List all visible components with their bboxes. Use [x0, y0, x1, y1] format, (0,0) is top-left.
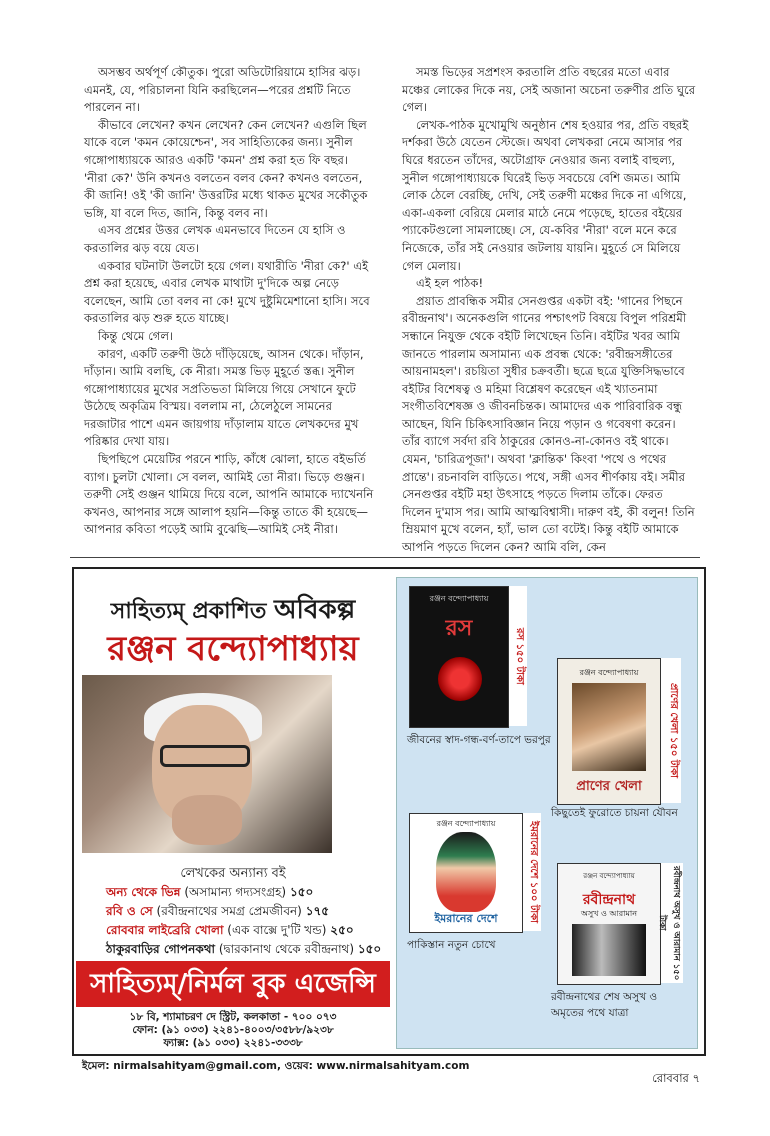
cover-author: রঞ্জন বন্দ্যোপাধ্যায়	[429, 594, 489, 603]
cover-title: প্রাণের খেলা	[576, 779, 642, 794]
author-name: রঞ্জন বন্দ্যোপাধ্যায়	[107, 629, 359, 669]
cover-caption: অমৃতের পথে যাত্রা	[551, 1007, 629, 1019]
veiled-face	[436, 832, 496, 912]
cover-title: ইমরানের দেশে	[434, 912, 498, 925]
paragraph: সমস্ত ভিড়ের সপ্রশংস করতালি প্রতি বছরের মতো এবার মঞ্চের লোকের দিকে নয়, সেই অজানা অচেনা তরুণীর প্রতি ঘুরে গেল।	[402, 65, 696, 115]
paragraph: কীভাবে লেখেন? কখন লেখেন? কেন লেখেন? এগুলি ছিল যাকে বলে 'কমন কোয়েশ্চেন', সব সাহিত্যিকের জন্য। সুনীল গঙ্গোপাধ্যায়কে আরও একটি 'কমন' প্রশ্ন করা হত ফি বছর। 'নীরা কে?' উনি কখনও বলতেন বলব কেন? কখনও বলতেন, কী জানি! ওই 'কী জানি' উত্তরটির মধ্যে থাকত মুখের সকৌতুক ভঙ্গি, যা বলে দিত, জানি, কিন্তু বলব না।	[84, 117, 368, 220]
fax-line: ফ্যাক্স: (৯১ ০৩৩) ২২৪১-৩৩৩৮	[163, 1037, 303, 1049]
painting	[572, 683, 646, 771]
book-title: অন্য থেকে ভিন্ন	[106, 885, 181, 899]
book-list-item	[106, 940, 396, 959]
ad-heading-prefix: সাহিত্যম্ প্রকাশিত	[110, 599, 267, 624]
book-list-item	[106, 902, 396, 921]
page-footer: রোববার ৭	[652, 1071, 700, 1085]
photo	[572, 924, 646, 976]
book-note: (অসামান্য গদ্যসংগ্রহ)	[184, 885, 287, 899]
book-list	[106, 883, 396, 959]
book-list-item	[106, 921, 396, 940]
cover-caption: রবীন্দ্রনাথের শেষ অসুখ ও	[551, 991, 658, 1003]
book-note: (দ্বারকানাথ থেকে রবীন্দ্রনাথ)	[218, 942, 355, 956]
paragraph: একবার ঘটনাটা উলটো হয়ে গেল। যথারীতি 'নীরা কে?' এই প্রশ্ন করা হয়েছে, এবার লেখক মাথাটা দু'দিকে অল্প নেড়ে বলেছেন, আমি তো বলব না কে! মুখে দুষ্টুমিমেশানো হাসি। সবে করতালির ঝড় শুরু হতে যাচ্ছে।	[84, 258, 370, 326]
paragraph: এই হল পাঠক!	[416, 276, 484, 291]
author-photo	[82, 675, 332, 853]
book-title: রোববার লাইব্রেরি খোলা	[106, 923, 224, 937]
book-price: ২৫০	[330, 923, 354, 937]
book-title: ঠাকুরবাড়ির গোপনকথা	[106, 942, 215, 956]
cover-caption: পাকিস্তান নতুন চোখে	[407, 939, 496, 951]
cover-author: রঞ্জন বন্দ্যোপাধ্যায়	[436, 819, 496, 828]
price-strip: রবীন্দ্রনাথ অসুখ ও আরামান ১৫০ টাকা	[661, 863, 683, 983]
cover-subtitle: অসুখ ও আরামান	[580, 909, 638, 918]
price-strip: রস ১৫০ টাকা	[509, 586, 527, 726]
paragraph: অসম্ভব অর্থপূর্ণ কৌতুক। পুরো অডিটোরিয়ামে হাসির ঝড়। এমনই, যে, পরিচালনা যিনি করছিলেন—পরের প্রশ্নটি নিতে পারলেন না।	[84, 65, 361, 115]
book-list-item	[106, 883, 396, 902]
phone-line: ফোন: (৯১ ০৩৩) ২২৪১-৪০০৩/৩৫৮৮/৯২৩৮	[132, 1024, 334, 1036]
cover-author: রঞ্জন বন্দ্যোপাধ্যায়	[583, 872, 635, 880]
cover-title: রবীন্দ্রনাথ	[582, 892, 636, 908]
book-covers-panel	[396, 577, 698, 1049]
advertisement	[72, 567, 706, 1072]
book-title: রবি ও সে	[106, 904, 153, 918]
agency-banner: সাহিত্যম্/নির্মল বুক এজেন্সি	[76, 961, 390, 1007]
paragraph: প্রয়াত প্রাবন্ধিক সমীর সেনগুপ্তর একটা বই: 'গানের পিছনে রবীন্দ্রনাথ'। অনেকগুলি গানের পশ্চাৎপট বিষয়ে বিপুল পরিশ্রমী সন্ধানে নিযুক্ত থেকে বইটি লিখেছেন তিনি। বইটির খবর আমি জানতে পারলাম অসামান্য এক প্রবন্ধ থেকে: 'রবীন্দ্রসঙ্গীতের আয়নামহল'। রচয়িতা সুধীর চক্রবর্তী। ছত্রে ছত্রে যুক্তিসিদ্ধভাবে বইটির বিশেষত্ব ও মহিমা বিশ্লেষণ করেছেন এই খ্যাতনামা সংগীতবিশেষজ্ঞ ও জীবনচিন্তক। আমাদের এক পারিবারিক বন্ধু আছেন, যিনি চিকিৎসাবিজ্ঞান নিয়ে পড়ান ও গবেষণা করেন। তাঁর ব্যাগে সর্বদা রবি ঠাকুরের কোনও-না-কোনও বই থাকে। যেমন, 'চারিত্রপূজা'। অথবা 'ক্লান্তিক' কিংবা 'পথে ও পথের প্রান্তে'। রচনাবলি বাড়িতে। পথে, সঙ্গী এসব শীর্ণকায় বই। সমীর সেনগুপ্তর বইটি মহা উৎসাহে পড়তে দিলাম তাঁকে। ফেরত দিলেন দু'মাস পর। আমি আত্মবিশ্বাসী। দারুণ বই, কী বলুন! তিনি ম্রিয়মাণ মুখে বলেন, হ্যাঁ, ভাল তো বটেই। কিন্তু বইটি আমাকে আপনি পড়তে দিলেন কেন? আমি বলি, কেন	[402, 293, 695, 555]
book-cover-ros	[409, 586, 509, 728]
book-note: (রবীন্দ্রনাথের সমগ্র প্রেমজীবন)	[156, 904, 302, 918]
paragraph: লেখক-পাঠক মুখোমুখি অনুষ্ঠান শেষ হওয়ার পর, প্রতি বছরই দর্শকরা উঠে যেতেন স্টেজে। অথবা লেখকরা নেমে আসার পর ঘিরে ধরতেন তাঁদের, অটোগ্রাফ নেওয়ার জন্য বলাই বাহুল্য, সুনীল গঙ্গোপাধ্যায়কে ঘিরেই ভিড় সবচেয়ে বেশি জমত। আমি লোক ঠেলে বেরচ্ছি, দেখি, সেই তরুণী মঞ্চের দিকে না এগিয়ে, একা-একলা বেরিয়ে মেলার মাঠে নেমে পড়েছে, হাতের বইয়ের প্যাকেটগুলো সামলাচ্ছে। সে, যে-কবির 'নীরা' বলে মনে করে নিজেকে, তাঁর সই নেওয়ার জটলায় যায়নি। মুহূর্তে সে মিলিয়ে গেল মেলায়।	[402, 117, 689, 273]
cover-author: রঞ্জন বন্দ্যোপাধ্যায়	[579, 668, 639, 677]
ad-heading-strong: অবিকল্প	[274, 595, 356, 625]
price-strip: প্রাণের খেলা ১৫০ টাকা	[661, 658, 681, 803]
price-strip: ইমরানের দেশে ১০০ টাকা	[523, 813, 541, 931]
cover-caption: জীবনের স্বাদ-গন্ধ-বর্ণ-তাপে ভরপুর	[407, 734, 551, 746]
glasses-icon	[160, 745, 250, 767]
agency-address	[76, 1011, 390, 1050]
other-books-heading: লেখকের অন্যান্য বই	[180, 866, 286, 881]
book-cover-imraner-deshe	[409, 813, 523, 933]
book-cover-praner-khela	[557, 658, 661, 805]
article-right-column	[402, 64, 696, 557]
paragraph: এসব প্রশ্নের উত্তর লেখক এমনভাবে দিতেন যে হাসি ও করতালির ঝড় বয়ে যেত।	[84, 223, 346, 255]
book-price: ১৫০	[289, 885, 314, 899]
contact-web[interactable]: ইমেল: nirmalsahityam@gmail.com, ওয়েব: www.nirmalsahityam.com	[82, 1060, 470, 1072]
paragraph: কারণ, একটি তরুণী উঠে দাঁড়িয়েছে, আসন থেকে। দাঁড়ান, দাঁড়ান। আমি বলছি, কে নীরা। সমস্ত ভিড় মুহূর্তে স্তব্ধ। সুনীল গঙ্গোপাধ্যায়ের মুখের সপ্রতিভতা মিলিয়ে গিয়ে সেখানে ফুটে উঠেছে অকৃত্রিম বিস্ময়। বললাম না, ঠেলেঠুলে সামনের দরজাটার পাশে এমন জায়গায় দাঁড়ালাম যাতে লেখকদের মুখ পরিষ্কার দেখা যায়।	[84, 346, 364, 449]
author-hand	[172, 795, 242, 845]
rose-icon	[438, 657, 482, 701]
book-cover-rabindranath	[557, 863, 661, 985]
cover-title: রস	[445, 616, 473, 641]
paragraph: ছিপছিপে মেয়েটির পরনে শাড়ি, কাঁধে ঝোলা, হাতে বইভর্তি ব্যাগ। চুলটা খোলা। সে বলল, আমিই তো নীরা। ভিড়ে গুঞ্জন। তরুণী সেই গুঞ্জন থামিয়ে দিয়ে বলে, আপনি আমাকে দ্যাখেননি কখনও, আপনার সঙ্গে আলাপ হয়নি—কিন্তু তাতে কী হয়েছে—আপনার কবিতা পড়েই আমি বুঝেছি—আমিই সেই নীরা।	[84, 452, 374, 537]
address-line: ১৮ বি, শ্যামাচরণ দে স্ট্রিট, কলকাতা - ৭০০ ০৭৩	[129, 1011, 337, 1023]
book-price: ১৭৫	[305, 904, 330, 918]
book-note: (এক বাক্সে দু'টি খন্ড)	[227, 923, 327, 937]
divider	[70, 557, 700, 558]
paragraph: কিন্তু থেমে গেল।	[98, 328, 174, 343]
book-price: ১৫০	[357, 942, 382, 956]
cover-caption: কিছুতেই ফুরোতে চায়না যৌবন	[551, 807, 678, 819]
article-left-column	[84, 64, 374, 539]
